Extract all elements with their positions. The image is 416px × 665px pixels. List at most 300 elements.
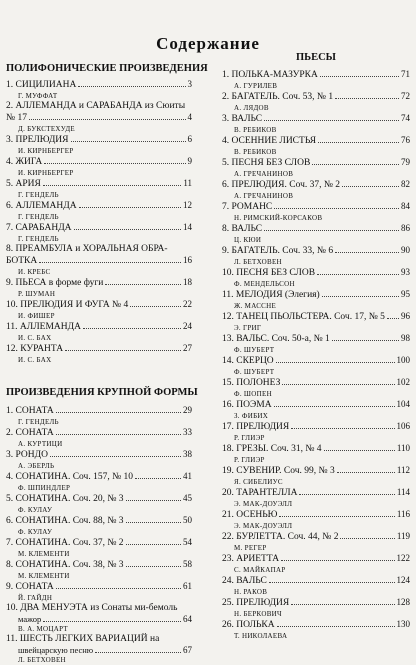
entry-line	[222, 377, 410, 389]
polyphonic-list	[6, 79, 192, 365]
page-number: 86	[401, 223, 410, 233]
page-number: 22	[183, 299, 192, 309]
toc-entry	[222, 443, 410, 465]
entry-line	[6, 222, 192, 234]
dot-leader	[277, 626, 395, 627]
page-number: 128	[396, 597, 410, 607]
page-number: 18	[183, 277, 192, 287]
dot-leader	[264, 120, 399, 121]
toc-entry	[6, 222, 192, 244]
entry-line	[18, 645, 192, 655]
toc-entry	[6, 277, 192, 299]
toc-entry	[222, 91, 410, 113]
page-number: 33	[183, 427, 192, 437]
entry-title: 8. ВАЛЬС	[222, 224, 263, 234]
dot-leader	[320, 76, 399, 77]
dot-leader	[317, 274, 399, 275]
dot-leader	[332, 340, 399, 341]
entry-title: 13. ВАЛЬС. Соч. 50-а, № 1	[222, 334, 330, 344]
toc-entry	[6, 299, 192, 321]
page-number: 50	[183, 515, 192, 525]
entry-line	[6, 471, 192, 483]
page-number: 14	[183, 222, 192, 232]
composer-name: В. РЕБИКОВ	[234, 148, 277, 156]
dot-leader	[39, 262, 181, 263]
composer-name: Я. СИБЕЛИУС	[234, 478, 283, 486]
entry-title: 9. ПЬЕСА в форме фуги	[6, 278, 104, 288]
entry-line	[6, 200, 192, 212]
page-number: 24	[183, 321, 192, 331]
composer-name: Г. ГЕНДЕЛЬ	[18, 213, 59, 221]
page-number: 12	[183, 200, 192, 210]
entry-title: 7. САРАБАНДА	[6, 223, 72, 233]
entry-line	[222, 223, 410, 235]
page-number: 58	[183, 559, 192, 569]
composer-name: И. КИРНБЕРГЕР	[18, 147, 74, 155]
entry-title: 3. РОНДО	[6, 450, 48, 460]
composer-name: Г. ГЕНДЕЛЬ	[18, 235, 59, 243]
entry-title: 11. ШЕСТЬ ЛЕГКИХ ВАРИАЦИЙ на	[6, 634, 160, 644]
entry-title: 1. СОНАТА	[6, 406, 54, 416]
entry-line	[222, 91, 410, 103]
dot-leader	[29, 119, 186, 120]
dot-leader	[279, 516, 394, 517]
entry-line	[6, 101, 192, 112]
dot-leader	[126, 500, 181, 501]
entry-line	[222, 531, 410, 543]
entry-line	[6, 134, 192, 146]
entry-line	[222, 311, 410, 323]
entry-line	[6, 559, 192, 571]
entry-line	[222, 443, 410, 455]
entry-line	[6, 405, 192, 417]
page-number: 90	[401, 245, 410, 255]
dot-leader	[324, 450, 395, 451]
entry-line	[222, 553, 410, 565]
entry-title: 16. ПОЭМА	[222, 400, 272, 410]
page-number: 61	[183, 581, 192, 591]
entry-line	[6, 299, 192, 311]
dot-leader	[274, 208, 399, 209]
entry-line	[222, 487, 410, 499]
toc-entry	[222, 531, 410, 553]
composer-name: А. КУРТИЦИ	[18, 440, 63, 448]
page-number: 71	[401, 69, 410, 79]
entry-title: 8. СОНАТИНА. Соч. 38, № 3	[6, 560, 124, 570]
dot-leader	[335, 252, 399, 253]
entry-title: 7. СОНАТИНА. Соч. 37, № 2	[6, 538, 124, 548]
entry-title: 6. СОНАТИНА. Соч. 88, № 3	[6, 516, 124, 526]
entry-title: 2. АЛЛЕМАНДА и САРАБАНДА из Сюиты	[6, 101, 186, 111]
toc-entry	[222, 553, 410, 575]
entry-line	[222, 597, 410, 609]
entry-line	[6, 343, 192, 355]
composer-name: Ф. КУЛАУ	[18, 528, 53, 536]
page-number: 11	[183, 178, 192, 188]
toc-entry	[6, 449, 192, 471]
toc-entry	[222, 575, 410, 597]
page-number: 98	[401, 333, 410, 343]
dot-leader	[56, 412, 181, 413]
toc-entry	[222, 201, 410, 223]
entry-line	[6, 178, 192, 190]
page-number: 93	[401, 267, 410, 277]
entry-title: 2. БАГАТЕЛЬ. Соч. 53, № 1	[222, 92, 334, 102]
dot-leader	[274, 406, 395, 407]
entry-line	[222, 465, 410, 477]
page-number: 4	[187, 112, 192, 122]
entry-title: 4. ОСЕННИЕ ЛИСТЬЯ	[222, 136, 317, 146]
entry-line	[6, 255, 192, 267]
composer-name: А. ГРЕЧАНИНОВ	[234, 192, 294, 200]
dot-leader	[322, 296, 399, 297]
composer-name: М. КЛЕМЕНТИ	[18, 550, 70, 558]
page-number: 84	[401, 201, 410, 211]
composer-name: Т. НИКОЛАЕВА	[234, 632, 288, 640]
toc-entry	[6, 634, 192, 665]
toc-entry	[222, 267, 410, 289]
dot-leader	[71, 141, 186, 142]
page-number: 79	[401, 157, 410, 167]
toc-entry	[6, 493, 192, 515]
entry-title: 1. СИЦИЛИАНА	[6, 80, 77, 90]
page-number: 106	[396, 421, 410, 431]
dot-leader	[50, 456, 181, 457]
toc-entry	[6, 515, 192, 537]
page-number: 38	[183, 449, 192, 459]
entry-title: 4. СОНАТИНА. Соч. 157, № 10	[6, 472, 134, 482]
dot-leader	[83, 328, 181, 329]
entry-line	[6, 603, 192, 614]
page-number: 9	[187, 156, 192, 166]
right-column	[222, 0, 410, 641]
entry-line	[222, 575, 410, 587]
entry-title: 23. АРИЕТТА	[222, 554, 280, 564]
dot-leader	[342, 186, 399, 187]
entry-title: 2. СОНАТА	[6, 428, 54, 438]
toc-entry	[6, 200, 192, 222]
entry-title: 5. СОНАТИНА. Соч. 20, № 3	[6, 494, 124, 504]
entry-title: № 17	[6, 113, 27, 123]
page-number: 95	[401, 289, 410, 299]
entry-line	[222, 157, 410, 169]
composer-name: Р. ШУМАН	[18, 290, 56, 298]
entry-line	[222, 509, 410, 521]
page-number: 76	[401, 135, 410, 145]
composer-name: И. КИРНБЕРГЕР	[18, 169, 74, 177]
dot-leader	[43, 185, 181, 186]
toc-entry	[222, 289, 410, 311]
entry-title: 21. ОСЕНЬЮ	[222, 510, 278, 520]
dot-leader	[65, 350, 181, 351]
toc-entry	[6, 343, 192, 365]
page-number: 3	[187, 79, 192, 89]
entry-title: 22. БУРЛЕТТА. Соч. 44, № 2	[222, 532, 339, 542]
entry-line	[222, 113, 410, 125]
page-number: 110	[396, 443, 410, 453]
toc-entry	[222, 311, 410, 333]
page-number: 114	[396, 487, 410, 497]
composer-name: В. РЕБИКОВ	[234, 126, 277, 134]
page-number: 72	[401, 91, 410, 101]
toc-entry	[222, 69, 410, 91]
dot-leader	[135, 478, 181, 479]
composer-name: Ф. ШОПЕН	[234, 390, 272, 398]
dot-leader	[126, 522, 181, 523]
page-number: 100	[396, 355, 410, 365]
composer-name: А. ЭБЕРЛЬ	[18, 462, 55, 470]
page-number: 116	[396, 509, 410, 519]
composer-name: Г. ГЕНДЕЛЬ	[18, 191, 59, 199]
page-number: 67	[183, 645, 192, 655]
toc-entry	[6, 427, 192, 449]
entry-line	[6, 581, 192, 593]
composer-name: В. А. МОЦАРТ	[18, 625, 68, 633]
dot-leader	[337, 472, 395, 473]
dot-leader	[312, 164, 399, 165]
composer-name: Ф. МЕНДЕЛЬСОН	[234, 280, 295, 288]
composer-name: С. МАЙКАПАР	[234, 566, 286, 574]
page-number: 119	[396, 531, 410, 541]
entry-title: 19. СУВЕНИР. Соч. 99, № 3	[222, 466, 335, 476]
dot-leader	[105, 284, 181, 285]
dot-leader	[126, 544, 181, 545]
entry-title: швейцарскую песню	[18, 645, 94, 655]
dot-leader	[318, 142, 399, 143]
composer-name: Д. БУКСТЕХУДЕ	[18, 125, 75, 133]
entry-title: 17. ПРЕЛЮДИЯ	[222, 422, 290, 432]
toc-entry	[222, 377, 410, 399]
entry-line	[6, 449, 192, 461]
page-number: 27	[183, 343, 192, 353]
page-number: 102	[396, 377, 410, 387]
entry-title: 9. БАГАТЕЛЬ. Соч. 33, № 6	[222, 246, 334, 256]
composer-name: Г. МУФФАТ	[18, 92, 58, 100]
entry-title: 10. ПРЕЛЮДИЯ И ФУГА № 4	[6, 300, 129, 310]
dot-leader	[79, 207, 181, 208]
entry-line	[6, 112, 192, 124]
composer-name: Р. ГЛИЭР	[234, 456, 265, 464]
dot-leader	[276, 362, 395, 363]
composer-name: З. ФИБИХ	[234, 412, 269, 420]
composer-name: Л. БЕТХОВЕН	[18, 656, 66, 664]
toc-entry	[222, 465, 410, 487]
entry-line	[6, 493, 192, 505]
large-form-list	[6, 405, 192, 665]
composer-name: Ф. ШУБЕРТ	[234, 368, 275, 376]
entry-line	[6, 321, 192, 333]
toc-entry	[6, 79, 192, 101]
entry-title: 3. ВАЛЬС	[222, 114, 263, 124]
composer-name: И. С. БАХ	[18, 356, 52, 364]
entry-title: 15. ПОЛОНЕЗ	[222, 378, 281, 388]
toc-entry	[222, 597, 410, 619]
composer-name: А. ГУРИЛЕВ	[234, 82, 278, 90]
dot-leader	[43, 621, 181, 622]
page-number: 6	[187, 134, 192, 144]
toc-entry	[6, 178, 192, 200]
toc-entry	[6, 101, 192, 134]
page-title: Содержание	[156, 34, 260, 53]
dot-leader	[387, 318, 399, 319]
composer-name: А. ГРЕЧАНИНОВ	[234, 170, 294, 178]
page-number: 124	[396, 575, 410, 585]
entry-title: 18. ГРЕЗЫ. Соч. 31, № 4	[222, 444, 322, 454]
toc-entry	[222, 421, 410, 443]
toc-entry	[222, 619, 410, 641]
dot-leader	[340, 538, 394, 539]
composer-name: И. КРЕБС	[18, 268, 51, 276]
entry-line	[222, 289, 410, 301]
page-number: 82	[401, 179, 410, 189]
page-number: 45	[183, 493, 192, 503]
entry-title: 1. ПОЛЬКА-МАЗУРКА	[222, 70, 318, 80]
toc-entry	[6, 471, 192, 493]
composer-name: Ж. МАССНЕ	[234, 302, 277, 310]
entry-title: 11. МЕЛОДИЯ (Элегия)	[222, 290, 320, 300]
dot-leader	[95, 652, 181, 653]
composer-name: А. ЛЯДОВ	[234, 104, 269, 112]
dot-leader	[291, 604, 394, 605]
entry-line	[6, 634, 192, 645]
composer-name: Ц. КЮИ	[234, 236, 262, 244]
composer-name: Л. БЕТХОВЕН	[234, 258, 282, 266]
page-number: 104	[396, 399, 410, 409]
dot-leader	[335, 98, 399, 99]
entry-title: БОТКА	[6, 256, 38, 266]
dot-leader	[56, 434, 181, 435]
entry-line	[222, 421, 410, 433]
composer-name: И. ФИШЕР	[18, 312, 55, 320]
entry-title: 11. АЛЛЕМАНДА	[6, 322, 81, 332]
dot-leader	[282, 384, 394, 385]
section-heading-pieces: ПЬЕСЫ	[295, 52, 336, 63]
toc-entry	[6, 405, 192, 427]
toc-entry	[6, 537, 192, 559]
dot-leader	[264, 230, 399, 231]
entry-line	[6, 156, 192, 168]
page-number: 64	[183, 614, 192, 624]
entry-title: 10. ДВА МЕНУЭТА из Сонаты ми-бемоль	[6, 603, 178, 613]
entry-line	[6, 515, 192, 527]
composer-name: Г. ГЕНДЕЛЬ	[18, 418, 59, 426]
toc-entry	[222, 487, 410, 509]
composer-name: Ф. КУЛАУ	[18, 506, 53, 514]
composer-name: Р. ГЛИЭР	[234, 434, 265, 442]
entry-line	[6, 537, 192, 549]
composer-name: Й. ГАЙДН	[18, 594, 53, 602]
entry-title: 5. АРИЯ	[6, 179, 41, 189]
page-number: 74	[401, 113, 410, 123]
entry-title: 26. ПОЛЬКА	[222, 620, 275, 630]
composer-name: Н. БЕРКОВИЧ	[234, 610, 282, 618]
composer-name: Э. ГРИГ	[234, 324, 262, 332]
dot-leader	[130, 306, 181, 307]
toc-entry	[222, 135, 410, 157]
entry-title: 6. ПРЕЛЮДИЯ. Соч. 37, № 2	[222, 180, 341, 190]
composer-name: Ф. ШПИНДЛЕР	[18, 484, 71, 492]
page-number: 16	[183, 255, 192, 265]
entry-line	[222, 619, 410, 631]
dot-leader	[291, 428, 394, 429]
dot-leader	[44, 163, 185, 164]
section-heading-large-form: ПРОИЗВЕДЕНИЯ КРУПНОЙ ФОРМЫ	[6, 387, 198, 398]
composer-name: Ф. ШУБЕРТ	[234, 346, 275, 354]
entry-title: 24. ВАЛЬС	[222, 576, 267, 586]
page-number: 96	[401, 311, 410, 321]
toc-entry	[6, 321, 192, 343]
toc-entry	[6, 603, 192, 634]
entry-line	[6, 244, 192, 255]
entry-line	[6, 277, 192, 289]
entry-line	[222, 355, 410, 367]
composer-name: Э. МАК-ДОУЭЛЛ	[234, 500, 293, 508]
pieces-list	[222, 69, 410, 641]
composer-name: М. КЛЕМЕНТИ	[18, 572, 70, 580]
page-number: 54	[183, 537, 192, 547]
composer-name: Н. РИМСКИЙ-КОРСАКОВ	[234, 214, 323, 222]
entry-line	[222, 333, 410, 345]
dot-leader	[78, 86, 185, 87]
composer-name: М. РЕГЕР	[234, 544, 267, 552]
page-number: 112	[396, 465, 410, 475]
entry-line	[222, 179, 410, 191]
entry-line	[222, 201, 410, 213]
dot-leader	[299, 494, 394, 495]
dot-leader	[269, 582, 395, 583]
toc-entry	[222, 509, 410, 531]
entry-title: 14. СКЕРЦО	[222, 356, 274, 366]
entry-line	[6, 79, 192, 91]
toc-entry	[222, 113, 410, 135]
entry-title: 10. ПЕСНЯ БЕЗ СЛОВ	[222, 268, 316, 278]
toc-entry	[6, 244, 192, 277]
dot-leader	[56, 588, 181, 589]
composer-name: И. С. БАХ	[18, 334, 52, 342]
page-number: 130	[396, 619, 410, 629]
toc-entry	[6, 581, 192, 603]
entry-title: мажор	[18, 614, 42, 624]
entry-line	[222, 245, 410, 257]
entry-line	[222, 267, 410, 279]
toc-entry	[222, 157, 410, 179]
entry-title: 5. ПЕСНЯ БЕЗ СЛОВ	[222, 158, 311, 168]
entry-title: 12. КУРАНТА	[6, 344, 64, 354]
page-number: 122	[396, 553, 410, 563]
entry-title: 9. СОНАТА	[6, 582, 54, 592]
toc-entry	[6, 156, 192, 178]
toc-entry	[6, 134, 192, 156]
entry-title: 3. ПРЕЛЮДИЯ	[6, 135, 69, 145]
toc-entry	[222, 179, 410, 201]
entry-line	[6, 427, 192, 439]
dot-leader	[281, 560, 394, 561]
toc-entry	[222, 333, 410, 355]
entry-title: 12. ТАНЕЦ ПЬОЛЬСТЕРА. Соч. 17, № 5	[222, 312, 385, 322]
entry-title: 7. РОМАНС	[222, 202, 273, 212]
entry-line	[222, 135, 410, 147]
entry-line	[18, 614, 192, 624]
toc-entry	[222, 223, 410, 245]
entry-line	[222, 399, 410, 411]
page-number: 41	[183, 471, 192, 481]
page-number: 29	[183, 405, 192, 415]
toc-entry	[6, 559, 192, 581]
toc-entry	[222, 399, 410, 421]
dot-leader	[74, 229, 181, 230]
entry-title: 20. ТАРАНТЕЛЛА	[222, 488, 298, 498]
toc-entry	[222, 245, 410, 267]
